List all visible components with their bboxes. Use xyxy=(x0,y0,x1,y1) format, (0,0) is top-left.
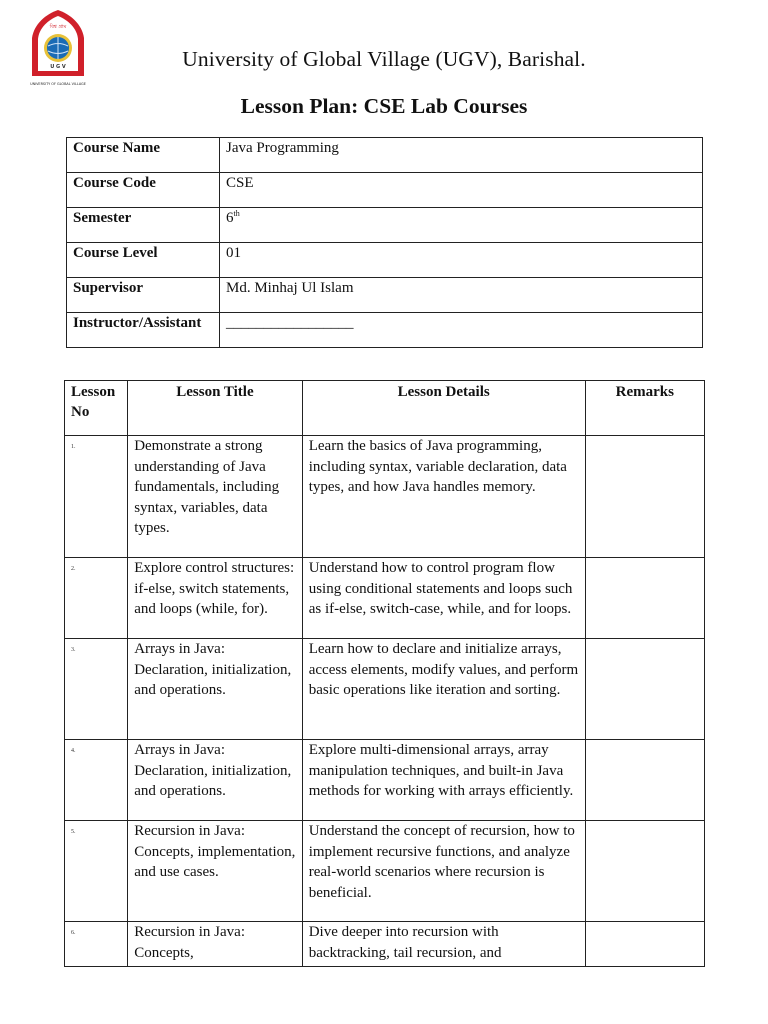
lesson-remarks xyxy=(585,922,704,967)
logo-letters: U G V xyxy=(50,64,66,70)
lesson-remarks xyxy=(585,821,704,922)
header-lesson-details: Lesson Details xyxy=(302,381,585,436)
lesson-number: 6. xyxy=(65,922,128,967)
course-info-value: Java Programming xyxy=(220,138,703,173)
table-row xyxy=(65,922,705,967)
lesson-remarks xyxy=(585,639,704,740)
course-info-value-semester xyxy=(220,208,703,243)
course-info-value: 01 xyxy=(220,243,703,278)
table-row xyxy=(65,558,705,639)
semester-number: 6 xyxy=(226,210,234,226)
course-info-value: Md. Minhaj Ul Islam xyxy=(220,278,703,313)
university-title-text: University of Global Village (UGV), Barishal. xyxy=(182,47,586,71)
lesson-title: Arrays in Java: Declaration, initialization, and operations. xyxy=(128,740,303,821)
lesson-number: 2. xyxy=(65,558,128,639)
lesson-details: Learn the basics of Java programming, including syntax, variable declaration, data types, and how Java handles memory. xyxy=(302,436,585,558)
course-info-label: Supervisor xyxy=(67,278,220,313)
lesson-title: Recursion in Java: Concepts, xyxy=(128,922,303,967)
lesson-title: Arrays in Java: Declaration, initialization, and operations. xyxy=(128,639,303,740)
course-info-label: Semester xyxy=(67,208,220,243)
lesson-remarks xyxy=(585,436,704,558)
table-row xyxy=(65,821,705,922)
course-info-label: Course Name xyxy=(67,138,220,173)
table-row xyxy=(65,639,705,740)
semester-ordinal: th xyxy=(233,209,240,218)
lesson-title: Explore control structures: if-else, switch statements, and loops (while, for). xyxy=(128,558,303,639)
course-info-row xyxy=(67,208,703,243)
lesson-remarks xyxy=(585,740,704,821)
course-info-label: Course Level xyxy=(67,243,220,278)
logo-top-text: বিশ্ব গ্রাম xyxy=(49,24,67,30)
course-info-label: Instructor/Assistant xyxy=(67,313,220,348)
lesson-details: Understand the concept of recursion, how to implement recursive functions, and analyze real-world scenarios where recursion is beneficial. xyxy=(302,821,585,922)
course-info-row xyxy=(67,243,703,278)
lessons-table xyxy=(64,380,705,967)
lesson-title: Demonstrate a strong understanding of Java fundamentals, including syntax, variables, data types. xyxy=(128,436,303,558)
course-info-row xyxy=(67,278,703,313)
course-info-row xyxy=(67,173,703,208)
lesson-details: Explore multi-dimensional arrays, array manipulation techniques, and built-in Java methods for working with arrays efficiently. xyxy=(302,740,585,821)
header-lesson-no: Lesson No xyxy=(65,381,128,436)
course-info-table xyxy=(66,137,703,348)
lesson-details: Understand how to control program flow using conditional statements and loops such as if-else, switch-case, while, and for loops. xyxy=(302,558,585,639)
lesson-number: 4. xyxy=(65,740,128,821)
course-info-label: Course Code xyxy=(67,173,220,208)
course-info-value: CSE xyxy=(220,173,703,208)
lesson-remarks xyxy=(585,558,704,639)
lesson-plan-title: Lesson Plan: CSE Lab Courses xyxy=(240,94,528,118)
lessons-header-row xyxy=(65,381,705,436)
lesson-details: Learn how to declare and initialize arrays, access elements, modify values, and perform basic operations like iteration and sorting. xyxy=(302,639,585,740)
university-title xyxy=(0,47,768,72)
lesson-title: Recursion in Java: Concepts, implementation, and use cases. xyxy=(128,821,303,922)
course-info-row xyxy=(67,313,703,348)
table-row xyxy=(65,740,705,821)
header-remarks: Remarks xyxy=(585,381,704,436)
lesson-number: 5. xyxy=(65,821,128,922)
lesson-number: 3. xyxy=(65,639,128,740)
lesson-details: Dive deeper into recursion with backtracking, tail recursion, and xyxy=(302,922,585,967)
logo-caption: UNIVERSITY OF GLOBAL VILLAGE xyxy=(30,82,86,86)
table-row xyxy=(65,436,705,558)
course-info-value: _________________ xyxy=(220,313,703,348)
course-info-row xyxy=(67,138,703,173)
lesson-number: 1. xyxy=(65,436,128,558)
header-lesson-title: Lesson Title xyxy=(128,381,303,436)
